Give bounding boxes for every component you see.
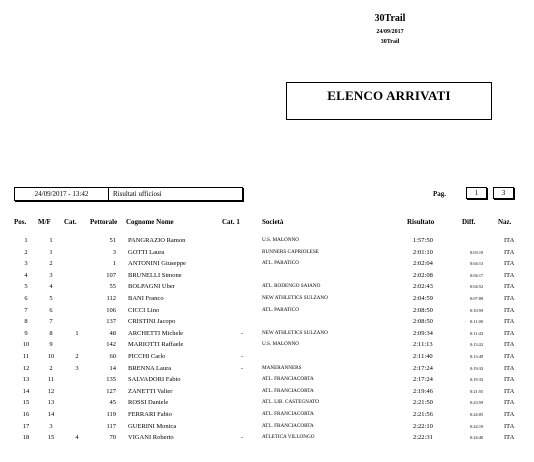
cell-diff: 0:19:33 (470, 365, 484, 371)
cell-naz: ITA (504, 410, 515, 418)
col-societa: Società (262, 218, 284, 226)
cell-risultato: 2:11:40 (413, 352, 433, 360)
cell-risultato: 2:22:31 (413, 434, 433, 442)
cell-naz: ITA (504, 364, 515, 372)
table-row (14, 374, 522, 386)
cell-risultato: 2:01:10 (413, 248, 433, 256)
cell-mf: 1 (49, 248, 53, 256)
cell-cat (64, 305, 90, 317)
cell-societa: U.S. MALONNO (262, 341, 300, 348)
cell-pettorale: 60 (109, 352, 116, 360)
cell-cat1 (222, 281, 262, 293)
table-row (14, 305, 522, 317)
cell-cat1: - (240, 329, 244, 337)
table-row (14, 339, 522, 351)
cell-pos: 1 (24, 237, 28, 244)
cell-risultato: 1:57:50 (413, 237, 433, 244)
cell-diff: 0:11:00 (470, 319, 483, 325)
cell-pettorale: 51 (109, 237, 116, 244)
cell-cat1: - (240, 352, 244, 360)
cell-diff: 0:24:19 (470, 423, 484, 429)
cell-risultato: 2:19:46 (413, 387, 433, 395)
event-title: 30Trail (374, 13, 406, 24)
cell-naz: ITA (504, 237, 515, 244)
cell-nome: CICCI Lino (128, 306, 160, 314)
cell-naz: ITA (504, 422, 515, 430)
cell-pettorale: 107 (106, 271, 116, 279)
cell-risultato: 2:08:50 (413, 318, 433, 326)
report-title: ELENCO ARRIVATI (327, 88, 451, 103)
cell-societa: MANERANNERS (262, 364, 302, 371)
cell-pettorale: 112 (106, 294, 116, 302)
table-row (14, 281, 522, 293)
cell-cat1 (222, 339, 262, 351)
timestamp-box: 24/09/2017 - 13:42 (14, 187, 109, 201)
cell-cat (64, 235, 90, 247)
cell-mf: 11 (47, 376, 55, 384)
cell-cat (64, 397, 90, 409)
cell-diff: 0:04:17 (470, 272, 484, 278)
cell-diff: 0:24:40 (470, 435, 484, 441)
cell-cat (64, 386, 90, 398)
cell-naz: ITA (504, 387, 515, 395)
table-row (14, 293, 522, 305)
col-nome: Cognome Nome (126, 218, 174, 226)
cell-risultato: 2:02:08 (413, 271, 433, 279)
cell-pettorale: 70 (109, 434, 116, 442)
cell-pos: 2 (24, 248, 28, 256)
cell-cat (64, 409, 90, 421)
table-row (14, 363, 522, 375)
cell-naz: ITA (504, 341, 515, 349)
cell-societa: ATL. LIB. CASTEGNATO (262, 399, 319, 406)
cell-diff: 0:04:13 (470, 261, 484, 267)
table-row (14, 397, 522, 409)
cell-cat (64, 258, 90, 270)
cell-diff: 0:21:55 (470, 388, 484, 394)
cell-risultato: 2:11:13 (413, 341, 433, 349)
cell-naz: ITA (504, 248, 515, 256)
cell-cat1 (222, 235, 262, 247)
cell-cat1 (222, 421, 262, 433)
cell-risultato: 2:22:10 (413, 422, 433, 430)
table-row (14, 328, 522, 340)
cell-pos: 18 (22, 434, 30, 442)
cell-cat (64, 339, 90, 351)
col-diff: Diff. (462, 218, 476, 226)
cell-diff: 0:19:33 (470, 377, 484, 383)
page-current: 1 (466, 187, 487, 199)
cell-pos: 14 (22, 387, 30, 395)
cell-naz: ITA (504, 260, 515, 268)
cell-pos: 6 (24, 294, 28, 302)
cell-societa: ATL. PARATICO (262, 260, 299, 267)
cell-pettorale: 45 (109, 399, 116, 407)
cell-nome: PANGRAZIO Ramon (128, 237, 186, 244)
cell-societa (262, 351, 407, 363)
cell-cat1 (222, 270, 262, 282)
cell-risultato: 2:21:56 (413, 410, 433, 418)
cell-cat: 4 (75, 434, 79, 442)
cell-societa: ATL. FRANCIACORTA (262, 387, 314, 394)
cell-pettorale: 3 (112, 248, 116, 256)
cell-diff: 0:07:08 (470, 295, 484, 301)
cell-cat1 (222, 386, 262, 398)
cell-nome: BANI Franco (128, 294, 164, 302)
cell-pettorale: 1 (112, 260, 116, 268)
cell-naz: ITA (504, 329, 515, 337)
cell-cat1 (222, 397, 262, 409)
cell-risultato: 2:17:24 (413, 376, 433, 384)
cell-mf: 1 (49, 237, 53, 244)
cell-pos: 8 (24, 318, 28, 326)
cell-diff: 0:10:59 (470, 307, 484, 313)
cell-nome: BOLPAGNI Uber (128, 283, 175, 291)
cell-cat1: - (240, 434, 244, 442)
cell-risultato: 2:08:50 (413, 306, 433, 314)
cell-pettorale: 48 (109, 329, 116, 337)
cell-mf: 10 (47, 352, 55, 360)
table-row (14, 351, 522, 363)
col-pos: Pos. (14, 218, 27, 226)
table-row (14, 386, 522, 398)
cell-pettorale: 14 (109, 364, 116, 372)
cell-societa: ATL. FRANCIACORTA (262, 422, 314, 429)
page-label: Pag. (433, 190, 447, 198)
cell-societa: RUNNERS CAPRIOLESE (262, 248, 319, 255)
cell-risultato: 2:21:50 (413, 399, 433, 407)
table-row (14, 316, 522, 328)
cell-diff: 0:24:05 (470, 411, 484, 417)
cell-pos: 10 (22, 341, 30, 349)
cell-pos: 7 (24, 306, 28, 314)
cell-risultato: 2:09:34 (413, 329, 433, 337)
cell-cat (64, 421, 90, 433)
cell-pos: 11 (22, 352, 30, 360)
cell-mf: 9 (49, 341, 53, 349)
cell-cat1 (222, 247, 262, 259)
status-box: Risultati ufficiosi (108, 187, 243, 201)
cell-mf: 3 (49, 271, 53, 279)
cell-societa: ATL. PARATICO (262, 306, 299, 313)
cell-nome: ROSSI Daniele (128, 399, 169, 407)
table-row (14, 258, 522, 270)
cell-diff (462, 235, 498, 247)
cell-societa (262, 270, 407, 282)
cell-pettorale: 117 (106, 422, 116, 430)
cell-cat1: - (240, 364, 244, 372)
event-date: 24/09/2017 (376, 29, 404, 35)
cell-mf: 12 (47, 387, 55, 395)
cell-risultato: 2:02:43 (413, 283, 433, 291)
cell-pos: 17 (22, 422, 30, 430)
table-row (14, 247, 522, 259)
cell-societa (262, 316, 407, 328)
cell-mf: 7 (49, 318, 53, 326)
cell-diff: 0:11:43 (470, 330, 483, 336)
cell-diff: 0:13:22 (470, 342, 484, 348)
cell-nome: FERRARI Fabio (128, 410, 172, 418)
cell-naz: ITA (504, 306, 515, 314)
cell-pos: 9 (24, 329, 28, 337)
cell-nome: VIGANI Roberto (128, 434, 174, 442)
cell-diff: 0:23:59 (470, 400, 484, 406)
cell-pettorale: 119 (106, 410, 116, 418)
cell-cat1 (222, 374, 262, 386)
cell-mf: 14 (47, 410, 55, 418)
page-total: 3 (493, 187, 514, 199)
cell-risultato: 2:02:04 (413, 260, 433, 268)
cell-nome: ZANETTI Valter (128, 387, 173, 395)
cell-mf: 5 (49, 294, 53, 302)
cell-societa: NEW ATHLETICS SULZANO (262, 329, 328, 336)
cell-diff: 0:13:49 (470, 353, 484, 359)
cell-pos: 5 (24, 283, 28, 291)
table-header-row (14, 218, 522, 235)
cell-pettorale: 55 (109, 283, 116, 291)
cell-societa: ATL. FRANCIACORTA (262, 376, 314, 383)
results-table (14, 218, 522, 444)
cell-naz: ITA (504, 283, 515, 291)
col-naz: Naz. (498, 218, 512, 226)
cell-nome: GUERINI Monica (128, 422, 177, 430)
cell-mf: 2 (49, 364, 53, 372)
cell-pettorale: 106 (106, 306, 116, 314)
cell-nome: PICCHI Carlo (128, 352, 166, 360)
col-risultato: Risultato (407, 218, 435, 226)
table-row (14, 409, 522, 421)
cell-cat (64, 293, 90, 305)
cell-diff: 0:04:52 (470, 284, 484, 290)
cell-cat1 (222, 316, 262, 328)
cell-pos: 12 (22, 364, 30, 372)
cell-nome: CRISTINI Jacopo (128, 318, 176, 326)
cell-societa: ATL. RODENGO SAIANO (262, 283, 321, 290)
cell-mf: 3 (49, 422, 53, 430)
cell-cat (64, 281, 90, 293)
report-title-box (286, 82, 492, 120)
cell-naz: ITA (504, 294, 515, 302)
cell-risultato: 2:04:59 (413, 294, 433, 302)
col-mf: M/F (38, 218, 51, 226)
cell-mf: 13 (47, 399, 55, 407)
cell-naz: ITA (504, 434, 515, 442)
table-row (14, 270, 522, 282)
cell-naz: ITA (504, 271, 515, 279)
table-row (14, 421, 522, 433)
cell-cat (64, 247, 90, 259)
table-row (14, 235, 522, 247)
cell-cat (64, 316, 90, 328)
cell-naz: ITA (504, 399, 515, 407)
cell-nome: GOTTI Laura (128, 248, 165, 256)
cell-nome: BRUNELLI Simone (128, 271, 182, 279)
cell-risultato: 2:17:24 (413, 364, 433, 372)
cell-societa: NEW ATHLETICS SULZANO (262, 294, 328, 301)
cell-pettorale: 142 (106, 341, 116, 349)
cell-pettorale: 135 (106, 376, 116, 384)
cell-pos: 13 (22, 376, 30, 384)
cell-mf: 2 (49, 260, 53, 268)
col-pettorale: Pettorale (90, 218, 118, 226)
table-row (14, 432, 522, 444)
cell-societa: ATLETICA VILLONGO (262, 434, 315, 441)
cell-nome: ARCHETTI Michele (128, 329, 184, 337)
cell-nome: ANTONINI Giuseppe (128, 260, 186, 268)
cell-societa: ATL. FRANCIACORTA (262, 410, 314, 417)
col-cat1: Cat. 1 (222, 218, 240, 226)
cell-pos: 3 (24, 260, 28, 268)
cell-mf: 8 (49, 329, 53, 337)
cell-cat (64, 374, 90, 386)
cell-pos: 4 (24, 271, 28, 279)
cell-cat: 2 (75, 352, 79, 360)
cell-nome: MARIOTTI Raffaele (128, 341, 184, 349)
cell-cat1 (222, 305, 262, 317)
cell-pettorale: 127 (106, 387, 116, 395)
cell-cat1 (222, 258, 262, 270)
col-cat: Cat. (64, 218, 77, 226)
cell-cat1 (222, 409, 262, 421)
cell-nome: SALVADORI Fabio (128, 376, 181, 384)
cell-diff: 0:03:19 (470, 249, 484, 255)
cell-cat (64, 270, 90, 282)
cell-cat: 3 (75, 364, 79, 372)
cell-mf: 15 (47, 434, 55, 442)
cell-cat1 (222, 293, 262, 305)
cell-cat: 1 (75, 329, 79, 337)
cell-pos: 16 (22, 410, 30, 418)
cell-societa: U.S. MALONNO (262, 237, 300, 243)
cell-mf: 4 (49, 283, 53, 291)
cell-pettorale: 137 (106, 318, 116, 326)
cell-mf: 6 (49, 306, 53, 314)
cell-naz: ITA (504, 376, 515, 384)
cell-naz: ITA (504, 318, 515, 326)
cell-nome: BRENNA Laura (128, 364, 172, 372)
cell-pos: 15 (22, 399, 30, 407)
event-subtitle: 30Trail (380, 39, 400, 45)
cell-naz: ITA (504, 352, 515, 360)
